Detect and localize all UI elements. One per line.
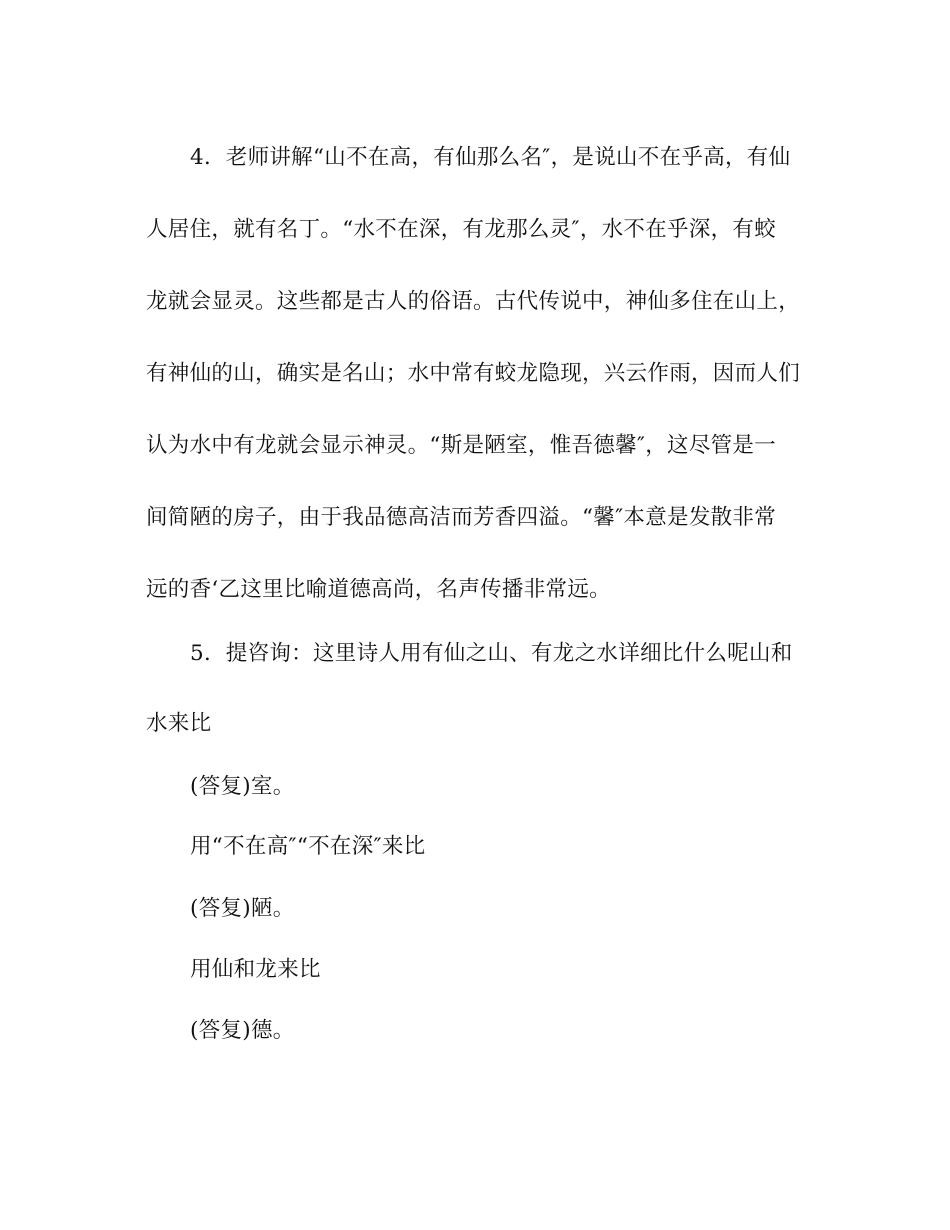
question-line-3: 用仙和龙来比	[190, 957, 321, 982]
paragraph-4-line-4: 有神仙的山，确实是名山；水中常有蛟龙隐现，兴云作雨，因而人们	[146, 361, 801, 386]
paragraph-5-line-2: 水来比	[146, 711, 212, 736]
answer-line-2: (答复)陋。	[190, 896, 295, 921]
paragraph-4-line-3: 龙就会显灵。这些都是古人的俗语。古代传说中，神仙多住在山上，	[146, 289, 801, 314]
paragraph-5-line-1: 5．提咨询：这里诗人用有仙之山、有龙之水详细比什么呢山和	[190, 641, 793, 666]
paragraph-4-line-6: 间简陋的房子，由于我品德高洁而芳香四溢。“馨″本意是发散非常	[146, 505, 777, 530]
paragraph-4-line-5: 认为水中有龙就会显示神灵。“斯是陋室，惟吾德馨″，这尽管是一	[146, 433, 777, 458]
paragraph-4-line-7: 远的香‘乙这里比喻道德高尚，名声传播非常远。	[146, 577, 611, 602]
paragraph-4-line-2: 人居住，就有名丁。“水不在深，有龙那么灵″，水不在乎深，有蛟	[146, 217, 777, 242]
answer-line-3: (答复)德。	[190, 1018, 295, 1043]
paragraph-4-line-1: 4．老师讲解“山不在高，有仙那么名″，是说山不在乎高，有仙	[190, 145, 791, 170]
answer-line-1: (答复)室。	[190, 774, 295, 799]
question-line-2: 用“不在高″“不在深″来比	[190, 834, 426, 859]
